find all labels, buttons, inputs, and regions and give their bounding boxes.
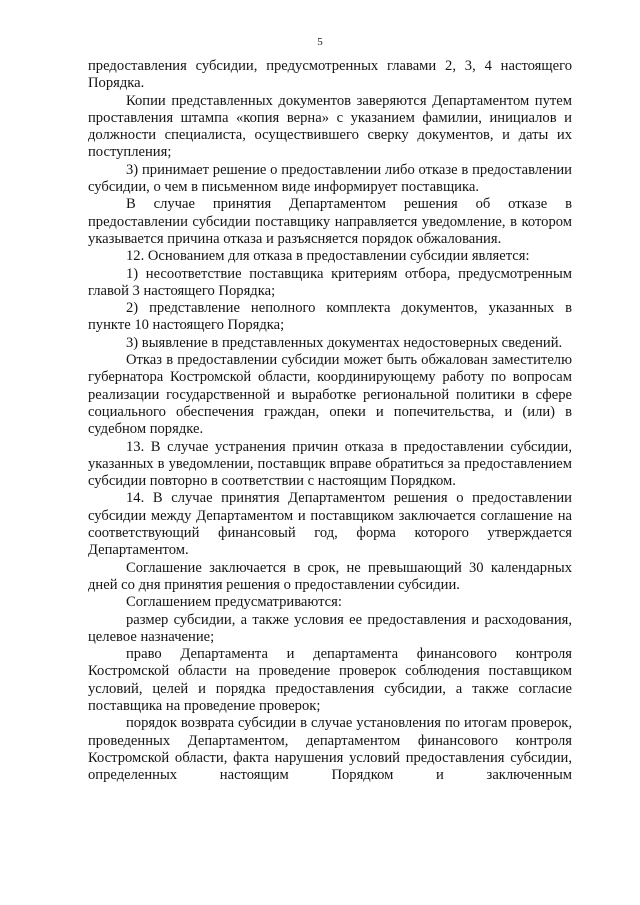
document-body [88,58,572,784]
paragraph: 1) несоответствие поставщика критериям отбора, предусмотренным главой 3 настоящего Порядка; [88,265,572,299]
paragraph: порядок возврата субсидии в случае установления по итогам проверок, проведенных Департаментом, департаментом финансового контроля Костромской области, факта нарушения условий предоставления субсидии, определенных настоящим Порядком и заключенным [88,715,572,784]
paragraph: 12. Основанием для отказа в предоставлении субсидии является: [126,248,530,265]
page-number: 5 [317,36,323,48]
paragraph: Соглашением предусматриваются: [126,594,342,611]
paragraph: Отказ в предоставлении субсидии может быть обжалован заместителю губернатора Костромской области, координирующему работу по вопросам реализации государственной и выработке региональной политики в сфере социального обеспечения граждан, опеки и попечительства, и (или) в судебном порядке. [88,352,572,438]
paragraph: Соглашение заключается в срок, не превышающий 30 календарных дней со дня принятия решения о предоставлении субсидии. [88,559,572,593]
paragraph: 13. В случае устранения причин отказа в предоставлении субсидии, указанных в уведомлении, поставщик вправе обратиться за предоставлением субсидии повторно в соответствии с настоящим Порядком. [88,438,572,490]
paragraph: предоставления субсидии, предусмотренных главами 2, 3, 4 настоящего Порядка. [88,58,572,92]
paragraph: право Департамента и департамента финансового контроля Костромской области на проведение проверок соблюдения поставщиком условий, целей и порядка предоставления субсидии, а также согласие поставщика на проведение проверок; [88,646,572,714]
paragraph: 2) представление неполного комплекта документов, указанных в пункте 10 настоящего Порядка; [88,300,572,334]
paragraph: 14. В случае принятия Департаментом решения о предоставлении субсидии между Департаментом и поставщиком заключается соглашение на соответствующий финансовый год, форма которого утверждается Департаментом. [88,490,572,559]
paragraph: 3) выявление в представленных документах недостоверных сведений. [126,334,563,351]
paragraph: В случае принятия Департаментом решения об отказе в предоставлении субсидии поставщику направляется уведомление, в котором указывается причина отказа и разъясняется порядок обжалования. [88,196,572,247]
paragraph: Копии представленных документов заверяются Департаментом путем проставления штампа «копия верна» с указанием фамилии, инициалов и должности специалиста, осуществившего сверку документов, и даты их поступления; [88,92,572,161]
paragraph: размер субсидии, а также условия ее предоставления и расходования, целевое назначение; [88,611,572,645]
paragraph: 3) принимает решение о предоставлении либо отказе в предоставлении субсидии, о чем в письменном виде информирует поставщика. [88,161,572,196]
